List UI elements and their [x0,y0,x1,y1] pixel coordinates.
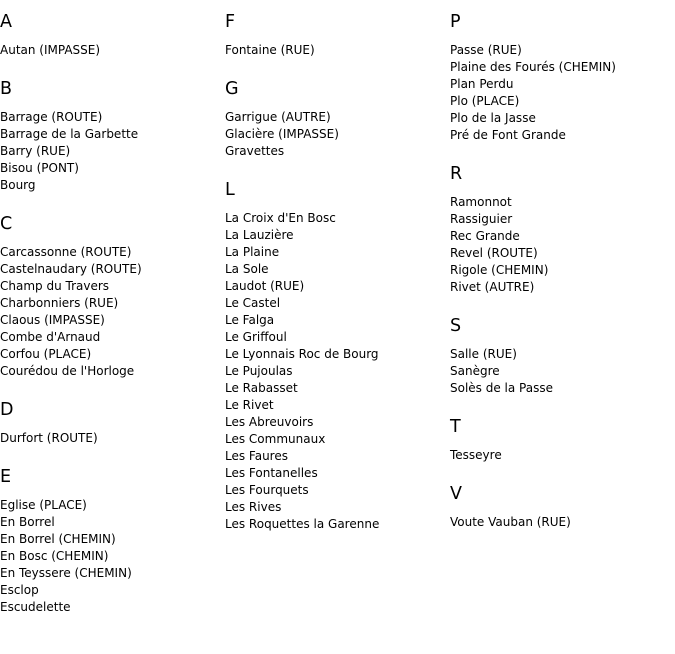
letter-heading-d: D [0,400,14,420]
letter-heading-f: F [225,12,236,32]
street-list [225,42,445,59]
letter-heading-p: P [450,12,461,32]
street-list [0,109,220,194]
street-item-les-roquettes-la-garenne: Les Roquettes la Garenne [225,517,380,531]
street-item-la-sole: La Sole [225,262,269,276]
street-item-champ-du-travers: Champ du Travers [0,279,110,293]
street-item-sanegre: Sanègre [450,364,500,378]
street-item-esclop: Esclop [0,583,39,597]
street-item-couredou-de-l-horloge: Courédou de l'Horloge [0,364,135,378]
street-item-tesseyre: Tesseyre [450,448,502,462]
street-list [450,194,670,296]
street-item-rivet-autre: Rivet (AUTRE) [450,280,535,294]
street-item-barrage-de-la-garbette: Barrage de la Garbette [0,127,139,141]
street-item-barrage-route: Barrage (ROUTE) [0,110,103,124]
street-item-la-croix-d-en-bosc: La Croix d'En Bosc [225,211,336,225]
street-item-combe-d-arnaud: Combe d'Arnaud [0,330,101,344]
index-column-3 [450,11,670,550]
street-item-les-fontanelles: Les Fontanelles [225,466,318,480]
street-item-durfort-route: Durfort (ROUTE) [0,431,98,445]
street-item-glaciere-impasse: Glacière (IMPASSE) [225,127,339,141]
street-list [225,109,445,160]
street-item-pre-de-font-grande: Pré de Font Grande [450,128,566,142]
street-list [0,244,220,380]
letter-group-g [225,78,445,160]
street-item-rigole-chemin: Rigole (CHEMIN) [450,263,549,277]
letter-group-b [0,78,220,194]
street-item-salle-rue: Salle (RUE) [450,347,517,361]
street-item-passe-rue: Passe (RUE) [450,43,522,57]
street-item-bourg: Bourg [0,178,36,192]
street-item-laudot-rue: Laudot (RUE) [225,279,305,293]
street-item-en-teyssere-chemin: En Teyssere (CHEMIN) [0,566,132,580]
street-item-escudelette: Escudelette [0,600,71,614]
street-item-soles-de-la-passe: Solès de la Passe [450,381,553,395]
street-item-en-bosc-chemin: En Bosc (CHEMIN) [0,549,109,563]
street-list [450,447,670,464]
street-item-le-castel: Le Castel [225,296,281,310]
street-item-les-communaux: Les Communaux [225,432,326,446]
letter-heading-g: G [225,79,239,99]
index-column-2 [225,11,445,552]
street-item-en-borrel-chemin: En Borrel (CHEMIN) [0,532,116,546]
street-item-bisou-pont: Bisou (PONT) [0,161,79,175]
letter-group-r [450,163,670,296]
street-item-claous-impasse: Claous (IMPASSE) [0,313,105,327]
letter-heading-t: T [450,417,461,437]
street-item-la-plaine: La Plaine [225,245,280,259]
street-item-plan-perdu: Plan Perdu [450,77,514,91]
street-item-les-faures: Les Faures [225,449,288,463]
street-item-le-lyonnais-roc-de-bourg: Le Lyonnais Roc de Bourg [225,347,379,361]
letter-group-e [0,466,220,616]
street-item-les-rives: Les Rives [225,500,282,514]
letter-group-s [450,315,670,397]
street-item-barry-rue: Barry (RUE) [0,144,71,158]
street-item-les-abreuvoirs: Les Abreuvoirs [225,415,314,429]
street-item-le-pujoulas: Le Pujoulas [225,364,293,378]
letter-group-p [450,11,670,144]
letter-heading-s: S [450,316,462,336]
street-item-revel-route: Revel (ROUTE) [450,246,538,260]
letter-group-a [0,11,220,59]
letter-group-c [0,213,220,380]
street-item-voute-vauban-rue: Voute Vauban (RUE) [450,515,571,529]
letter-group-f [225,11,445,59]
street-item-garrigue-autre: Garrigue (AUTRE) [225,110,331,124]
street-item-en-borrel: En Borrel [0,515,55,529]
street-item-rassiguier: Rassiguier [450,212,513,226]
street-list [0,42,220,59]
letter-heading-e: E [0,467,12,487]
street-item-la-lauziere: La Lauzière [225,228,294,242]
street-item-autan-impasse: Autan (IMPASSE) [0,43,101,57]
street-list [450,346,670,397]
street-item-eglise-place: Eglise (PLACE) [0,498,87,512]
letter-heading-v: V [450,484,462,504]
letter-heading-l: L [225,180,235,200]
street-item-gravettes: Gravettes [225,144,285,158]
letter-group-l [225,179,445,533]
street-list [450,514,670,531]
letter-heading-a: A [0,12,12,32]
street-item-plo-place: Plo (PLACE) [450,94,520,108]
street-item-le-griffoul: Le Griffoul [225,330,287,344]
street-item-corfou-place: Corfou (PLACE) [0,347,92,361]
street-item-fontaine-rue: Fontaine (RUE) [225,43,315,57]
letter-group-v [450,483,670,531]
street-item-charbonniers-rue: Charbonniers (RUE) [0,296,119,310]
street-list [450,42,670,144]
street-item-castelnaudary-route: Castelnaudary (ROUTE) [0,262,142,276]
street-item-carcassonne-route: Carcassonne (ROUTE) [0,245,132,259]
street-item-le-rabasset: Le Rabasset [225,381,298,395]
letter-heading-c: C [0,214,13,234]
street-item-rec-grande: Rec Grande [450,229,520,243]
street-item-plaine-des-foures-chemin: Plaine des Fourés (CHEMIN) [450,60,616,74]
street-list [225,210,445,533]
index-column-1 [0,11,220,635]
street-list [0,430,220,447]
letter-group-d [0,399,220,447]
letter-heading-r: R [450,164,463,184]
street-item-le-rivet: Le Rivet [225,398,274,412]
street-item-les-fourquets: Les Fourquets [225,483,309,497]
letter-heading-b: B [0,79,13,99]
letter-group-t [450,416,670,464]
street-item-ramonnot: Ramonnot [450,195,512,209]
street-item-le-falga: Le Falga [225,313,275,327]
street-item-plo-de-la-jasse: Plo de la Jasse [450,111,536,125]
street-list [0,497,220,616]
